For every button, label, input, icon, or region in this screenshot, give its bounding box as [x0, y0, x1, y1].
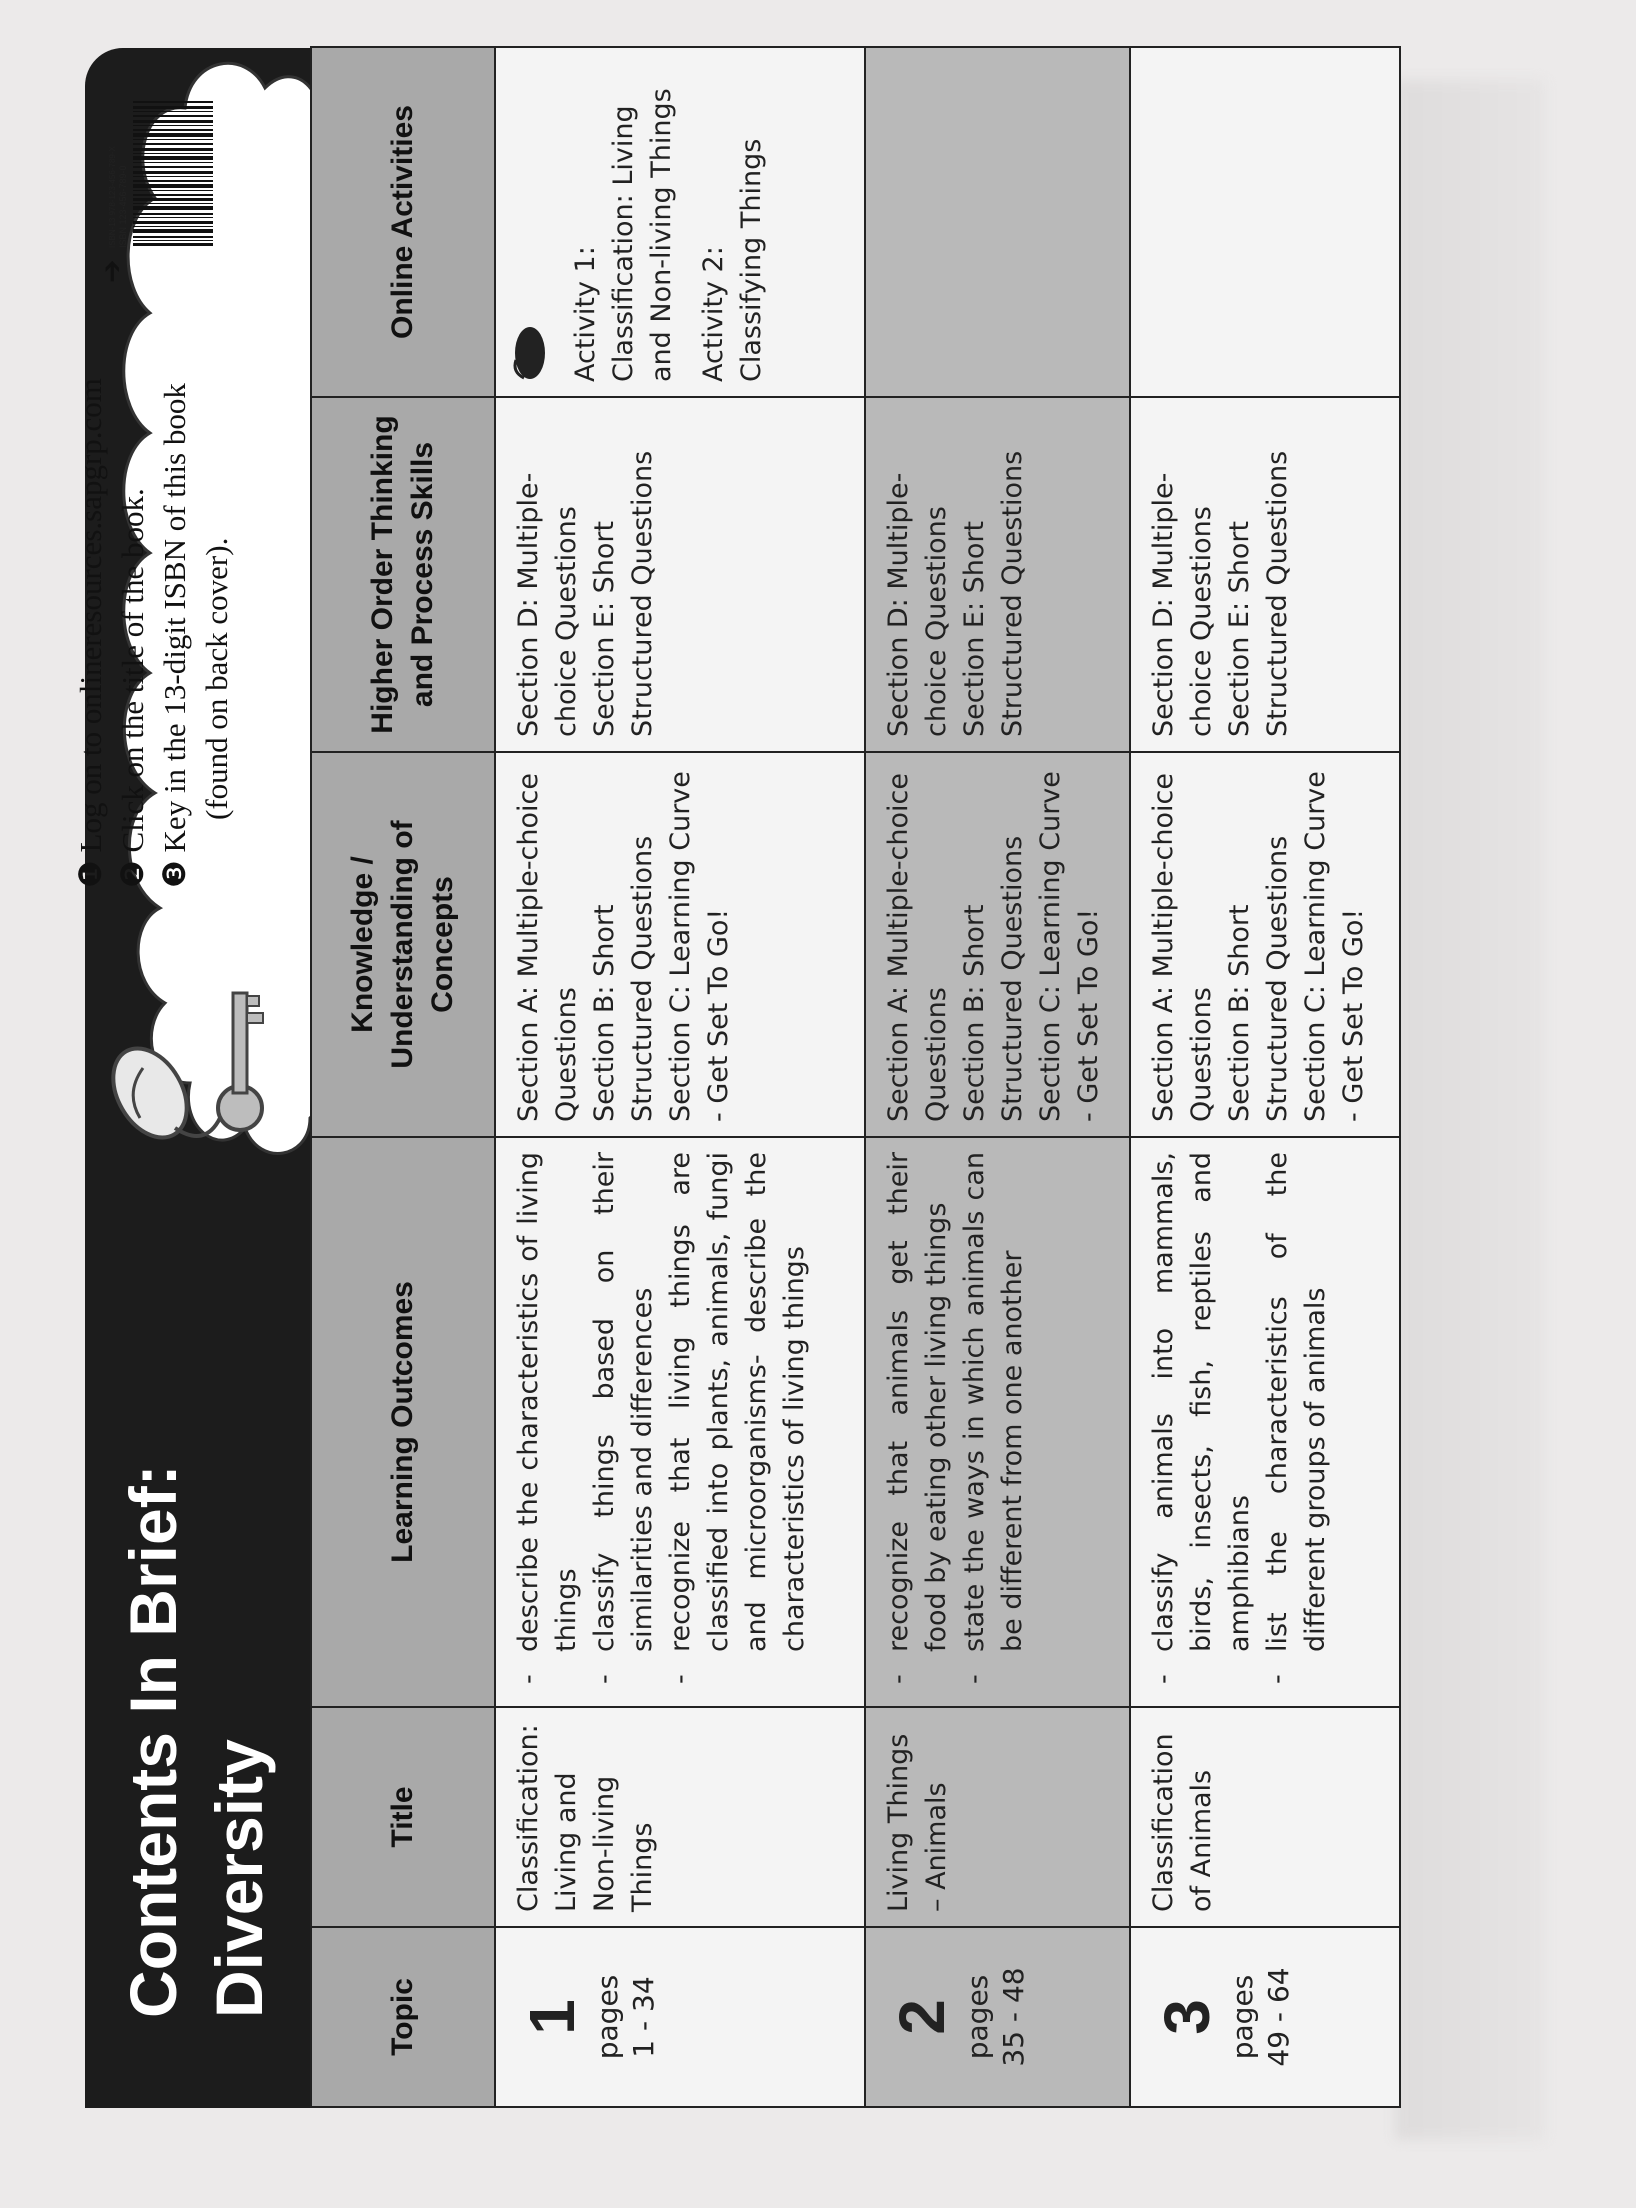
outcome-item: - classify things based on their similarities and differences — [586, 1152, 662, 1692]
activity-label: Activity 2: — [698, 246, 729, 382]
step-text: Click on the title of the book. — [115, 488, 150, 853]
title-line-2: Diversity — [202, 1739, 276, 2018]
section-item: Section E: Short Structured Questions — [1224, 450, 1293, 737]
step-text: Key in the 13-digit ISBN of this book — [157, 383, 192, 853]
outcome-item: - classify animals into mammals, birds, insects, fish, reptiles and amphibians — [1145, 1152, 1259, 1692]
outcome-item: - recognize that living things are classified into plants, animals, fungi and microorganisms- describe the characteristics of living things — [662, 1152, 814, 1692]
knowledge-cell — [495, 752, 865, 1137]
table-row — [495, 47, 865, 2107]
title-line-1: Contents In Brief: — [116, 1464, 190, 2018]
topic-pages-label: pages — [591, 1974, 624, 2060]
section-item: Section E: Short Structured Questions — [589, 450, 658, 737]
header-title: Title — [311, 1707, 495, 1927]
topic-pages-label: pages — [1226, 1974, 1259, 2060]
title-cell: Classification of Animals — [1130, 1707, 1400, 1927]
step-2 — [112, 248, 154, 888]
step-number: ❸ — [157, 860, 192, 888]
topic-page-range: 35 - 48 — [997, 1967, 1030, 2067]
table-row — [865, 47, 1130, 2107]
table-header-row — [311, 47, 495, 2107]
isbn13-text: ISBN-13 978-123-456-789-X — [108, 146, 117, 248]
outcomes-cell — [495, 1137, 865, 1707]
isbn-text: ISBN 123-456-789-0 — [118, 165, 128, 248]
step-number: ❶ — [73, 860, 108, 888]
section-item: Section E: Short Structured Questions — [959, 450, 1028, 737]
outcomes-cell — [865, 1137, 1130, 1707]
login-instructions — [70, 248, 238, 888]
section-item: Section D: Multiple-choice Questions — [1148, 472, 1217, 737]
online-activities-cell — [495, 47, 865, 397]
activity-label: Activity 1: — [570, 246, 601, 382]
contents-table — [310, 46, 1401, 2108]
step-number: ❷ — [115, 860, 150, 888]
outcome-item: - recognize that animals get their food by eating other living things — [880, 1152, 956, 1692]
topic-page-range: 49 - 64 — [1262, 1967, 1295, 2067]
barcode-icon — [129, 98, 219, 248]
online-activities-cell — [1130, 47, 1400, 397]
step-3-continued: (found on back cover). — [199, 537, 234, 820]
outcome-item: - list the characteristics of the different groups of animals — [1259, 1152, 1335, 1692]
header-online-activities: Online Activities — [311, 47, 495, 397]
section-item: Section B: Short Structured Questions — [1224, 835, 1293, 1122]
topic-number: 3 — [1151, 1999, 1223, 2035]
title-cell: Living Things – Animals — [865, 1707, 1130, 1927]
section-item: Section C: Learning Curve - Get Set To Go! — [1035, 771, 1104, 1122]
step-text: Log on to onlineresources.sapgrp.com — [73, 378, 108, 853]
section-item: Section D: Multiple-choice Questions — [513, 472, 582, 737]
table-row — [1130, 47, 1400, 2107]
step-3 — [154, 248, 196, 888]
header-learning-outcomes: Learning Outcomes — [311, 1137, 495, 1707]
online-activities-cell — [865, 47, 1130, 397]
section-item: Section A: Multiple-choice Questions — [513, 773, 582, 1122]
topic-pages-label: pages — [961, 1974, 994, 2060]
topic-cell — [1130, 1927, 1400, 2107]
header-topic: Topic — [311, 1927, 495, 2107]
section-item: Section A: Multiple-choice Questions — [883, 773, 952, 1122]
step-1 — [70, 248, 112, 888]
topic-number: 1 — [516, 1999, 588, 2035]
activity-text: Classification: Living and Non-living Things — [608, 88, 677, 382]
section-item: Section B: Short Structured Questions — [959, 835, 1028, 1122]
activity-text: Classifying Things — [736, 138, 767, 382]
title-cell: Classification: Living and Non-living Things — [495, 1707, 865, 1927]
section-item: Section C: Learning Curve - Get Set To Go! — [665, 771, 734, 1122]
hots-cell — [495, 397, 865, 752]
topic-number: 2 — [886, 1999, 958, 2035]
isbn-barcode — [108, 98, 238, 248]
section-item: Section D: Multiple-choice Questions — [883, 472, 952, 737]
hots-cell — [865, 397, 1130, 752]
activity-item — [695, 62, 771, 382]
topic-cell — [495, 1927, 865, 2107]
outcome-item: - describe the characteristics of living things — [510, 1152, 586, 1692]
header-hots: Higher Order Thinking and Process Skills — [311, 397, 495, 752]
knowledge-cell — [865, 752, 1130, 1137]
key-mouse-icon — [55, 978, 315, 1188]
mouse-icon — [510, 324, 546, 382]
section-item: Section C: Learning Curve - Get Set To Go! — [1300, 771, 1369, 1122]
topic-page-range: 1 - 34 — [627, 1976, 660, 2058]
header-knowledge: Knowledge / Understanding of Concepts — [311, 752, 495, 1137]
topic-cell — [865, 1927, 1130, 2107]
outcome-item: - state the ways in which animals can be different from one another — [956, 1152, 1032, 1692]
activity-item — [567, 62, 681, 382]
knowledge-cell — [1130, 752, 1400, 1137]
outcomes-cell — [1130, 1137, 1400, 1707]
section-item: Section A: Multiple-choice Questions — [1148, 773, 1217, 1122]
section-item: Section B: Short Structured Questions — [589, 835, 658, 1122]
arrow-right-icon: ➔ — [96, 259, 127, 283]
hots-cell — [1130, 397, 1400, 752]
